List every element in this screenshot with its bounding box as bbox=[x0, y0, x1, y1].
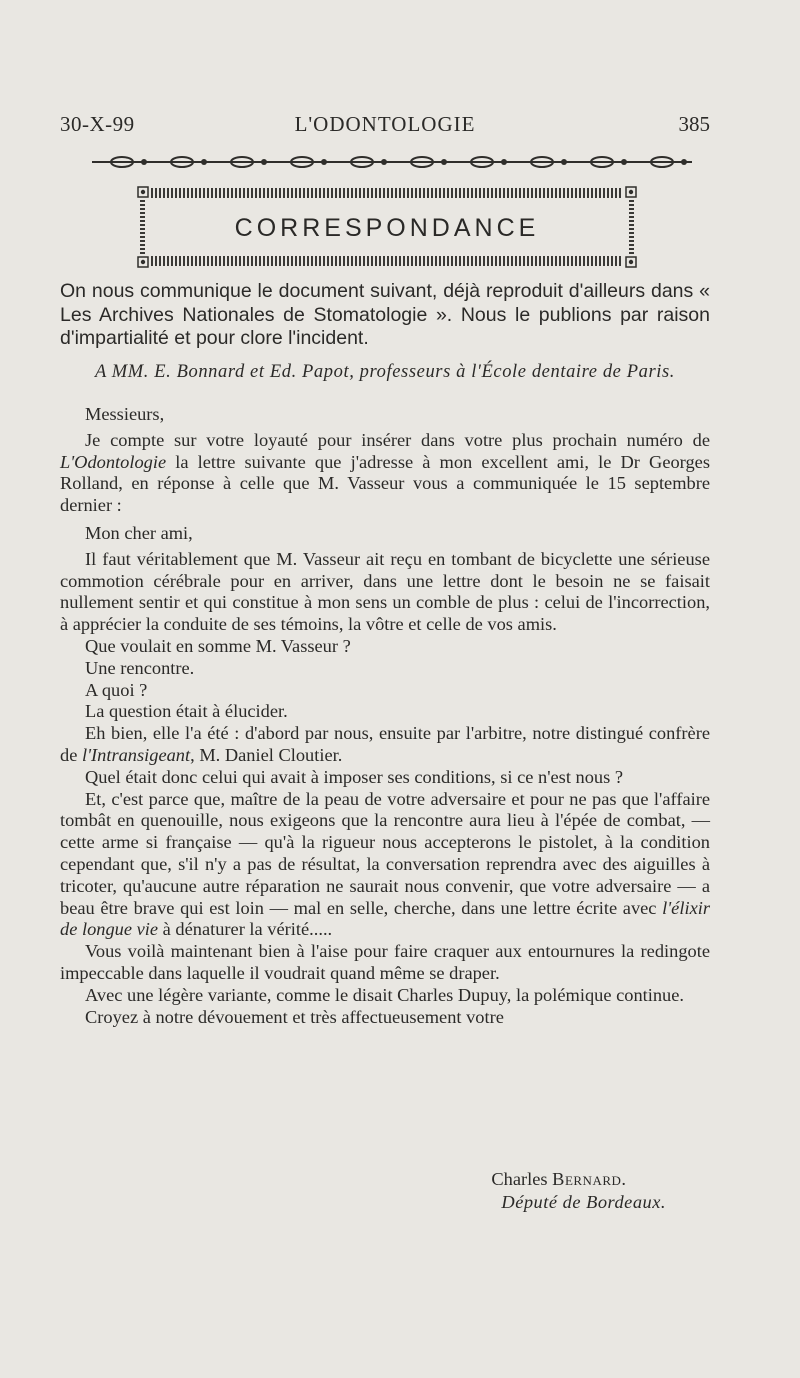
paragraph: Avec une légère variante, comme le disait Charles Dupuy, la polémique continue. bbox=[85, 984, 685, 1005]
frame-corner-ornament bbox=[625, 256, 637, 268]
paragraph: A quoi ? bbox=[85, 679, 148, 700]
salutation: Mon cher ami, bbox=[85, 522, 193, 543]
letter-body bbox=[60, 404, 710, 1028]
ornament-dot bbox=[141, 159, 147, 165]
ornament-dot bbox=[501, 159, 507, 165]
running-head bbox=[60, 112, 710, 142]
paragraph: Je compte sur votre loyauté pour insérer dans votre plus prochain numéro de L'Odontologie la lettre suivante que j'adresse à mon excellent ami, le Dr Georges Rolland, en réponse à celle que M. Vasseur vous a communiquée le 15 septembre dernier : bbox=[60, 429, 710, 516]
ornament-dot bbox=[621, 159, 627, 165]
frame-corner-ornament bbox=[137, 256, 149, 268]
signatory-name: Charles Bernard. bbox=[491, 1169, 626, 1189]
ornament-dot bbox=[381, 159, 387, 165]
paragraph: Que voulait en somme M. Vasseur ? bbox=[85, 635, 351, 656]
section-title: CORRESPONDANCE bbox=[234, 214, 540, 242]
issue-date: 30-X-99 bbox=[60, 112, 135, 136]
newspaper-name: l'Intransigeant bbox=[81, 744, 191, 765]
page-number: 385 bbox=[678, 112, 710, 136]
frame-bottom-border bbox=[151, 256, 623, 266]
paragraph: Vous voilà maintenant bien à l'aise pour faire craquer aux entournures la redingote impeccable dans laquelle il voudrait quand même se draper. bbox=[60, 941, 710, 983]
salutation: Messieurs, bbox=[85, 404, 165, 424]
ornament-dot bbox=[321, 159, 327, 165]
editor-note: On nous communique le document suivant, déjà reproduit d'ailleurs dans « Les Archives Nationales de Stomatologie ». Nous le publions par raison d'impartialité et pour clore l'incident. bbox=[60, 280, 710, 349]
letter-addressee: A MM. E. Bonnard et Ed. Papot, professeurs à l'École dentaire de Paris. bbox=[94, 362, 676, 382]
paragraph: Eh bien, elle l'a été : d'abord par nous, ensuite par l'arbitre, notre distingué confrère de l'Intransigeant, M. Daniel Cloutier. bbox=[60, 723, 710, 765]
signature-block bbox=[60, 1168, 666, 1214]
journal-name: L'Odontologie bbox=[60, 451, 167, 472]
paragraph: La question était à élucider. bbox=[85, 701, 288, 722]
frame-corner-ornament bbox=[137, 186, 149, 198]
signatory-title: Député de Bordeaux. bbox=[501, 1192, 666, 1212]
ornamental-rule bbox=[92, 154, 692, 170]
paragraph: Il faut véritablement que M. Vasseur ait reçu en tombant de bicyclette une sérieuse commotion cérébrale pour en arriver, dans une lettre dont le besoin ne se faisait nullement sentir et qui constitue à mon sens un comble de plus : celui de l'incorrection, à apprécier la conduite de ses témoins, la vôtre et celle de vos amis. bbox=[60, 548, 710, 635]
ornament-dot bbox=[261, 159, 267, 165]
journal-title: L'ODONTOLOGIE bbox=[294, 112, 476, 136]
frame-corner-ornament bbox=[625, 186, 637, 198]
closing: Croyez à notre dévouement et très affectueusement votre bbox=[85, 1006, 504, 1027]
ornament-dot bbox=[441, 159, 447, 165]
ornament-dot bbox=[681, 159, 687, 165]
section-title-frame bbox=[137, 186, 637, 268]
frame-top-border bbox=[151, 188, 623, 198]
paragraph: Et, c'est parce que, maître de la peau de votre adversaire et pour ne pas que l'affaire tombât en quenouille, nous exigeons que la rencontre aura lieu à l'épée de combat, — cette arme si française — qu'à la rigueur nous accepterons le pistolet, à la condition cependant que, s'il n'y a pas de résultat, la conversation reprendra avec des aiguilles à tricoter, qu'aucune autre réparation ne saurait nous convenir, que votre adversaire — a beau être brave qui est loin — mal en selle, cherche, dans une lettre écrite avec l'élixir de longue vie à dénaturer la vérité..... bbox=[60, 788, 710, 940]
paragraph: Une rencontre. bbox=[85, 657, 195, 678]
paragraph: Quel était donc celui qui avait à imposer ses conditions, si ce n'est nous ? bbox=[85, 766, 624, 787]
ornament-dot bbox=[561, 159, 567, 165]
ornament-dot bbox=[201, 159, 207, 165]
italic-phrase: l'élixir de longue vie bbox=[60, 897, 710, 940]
